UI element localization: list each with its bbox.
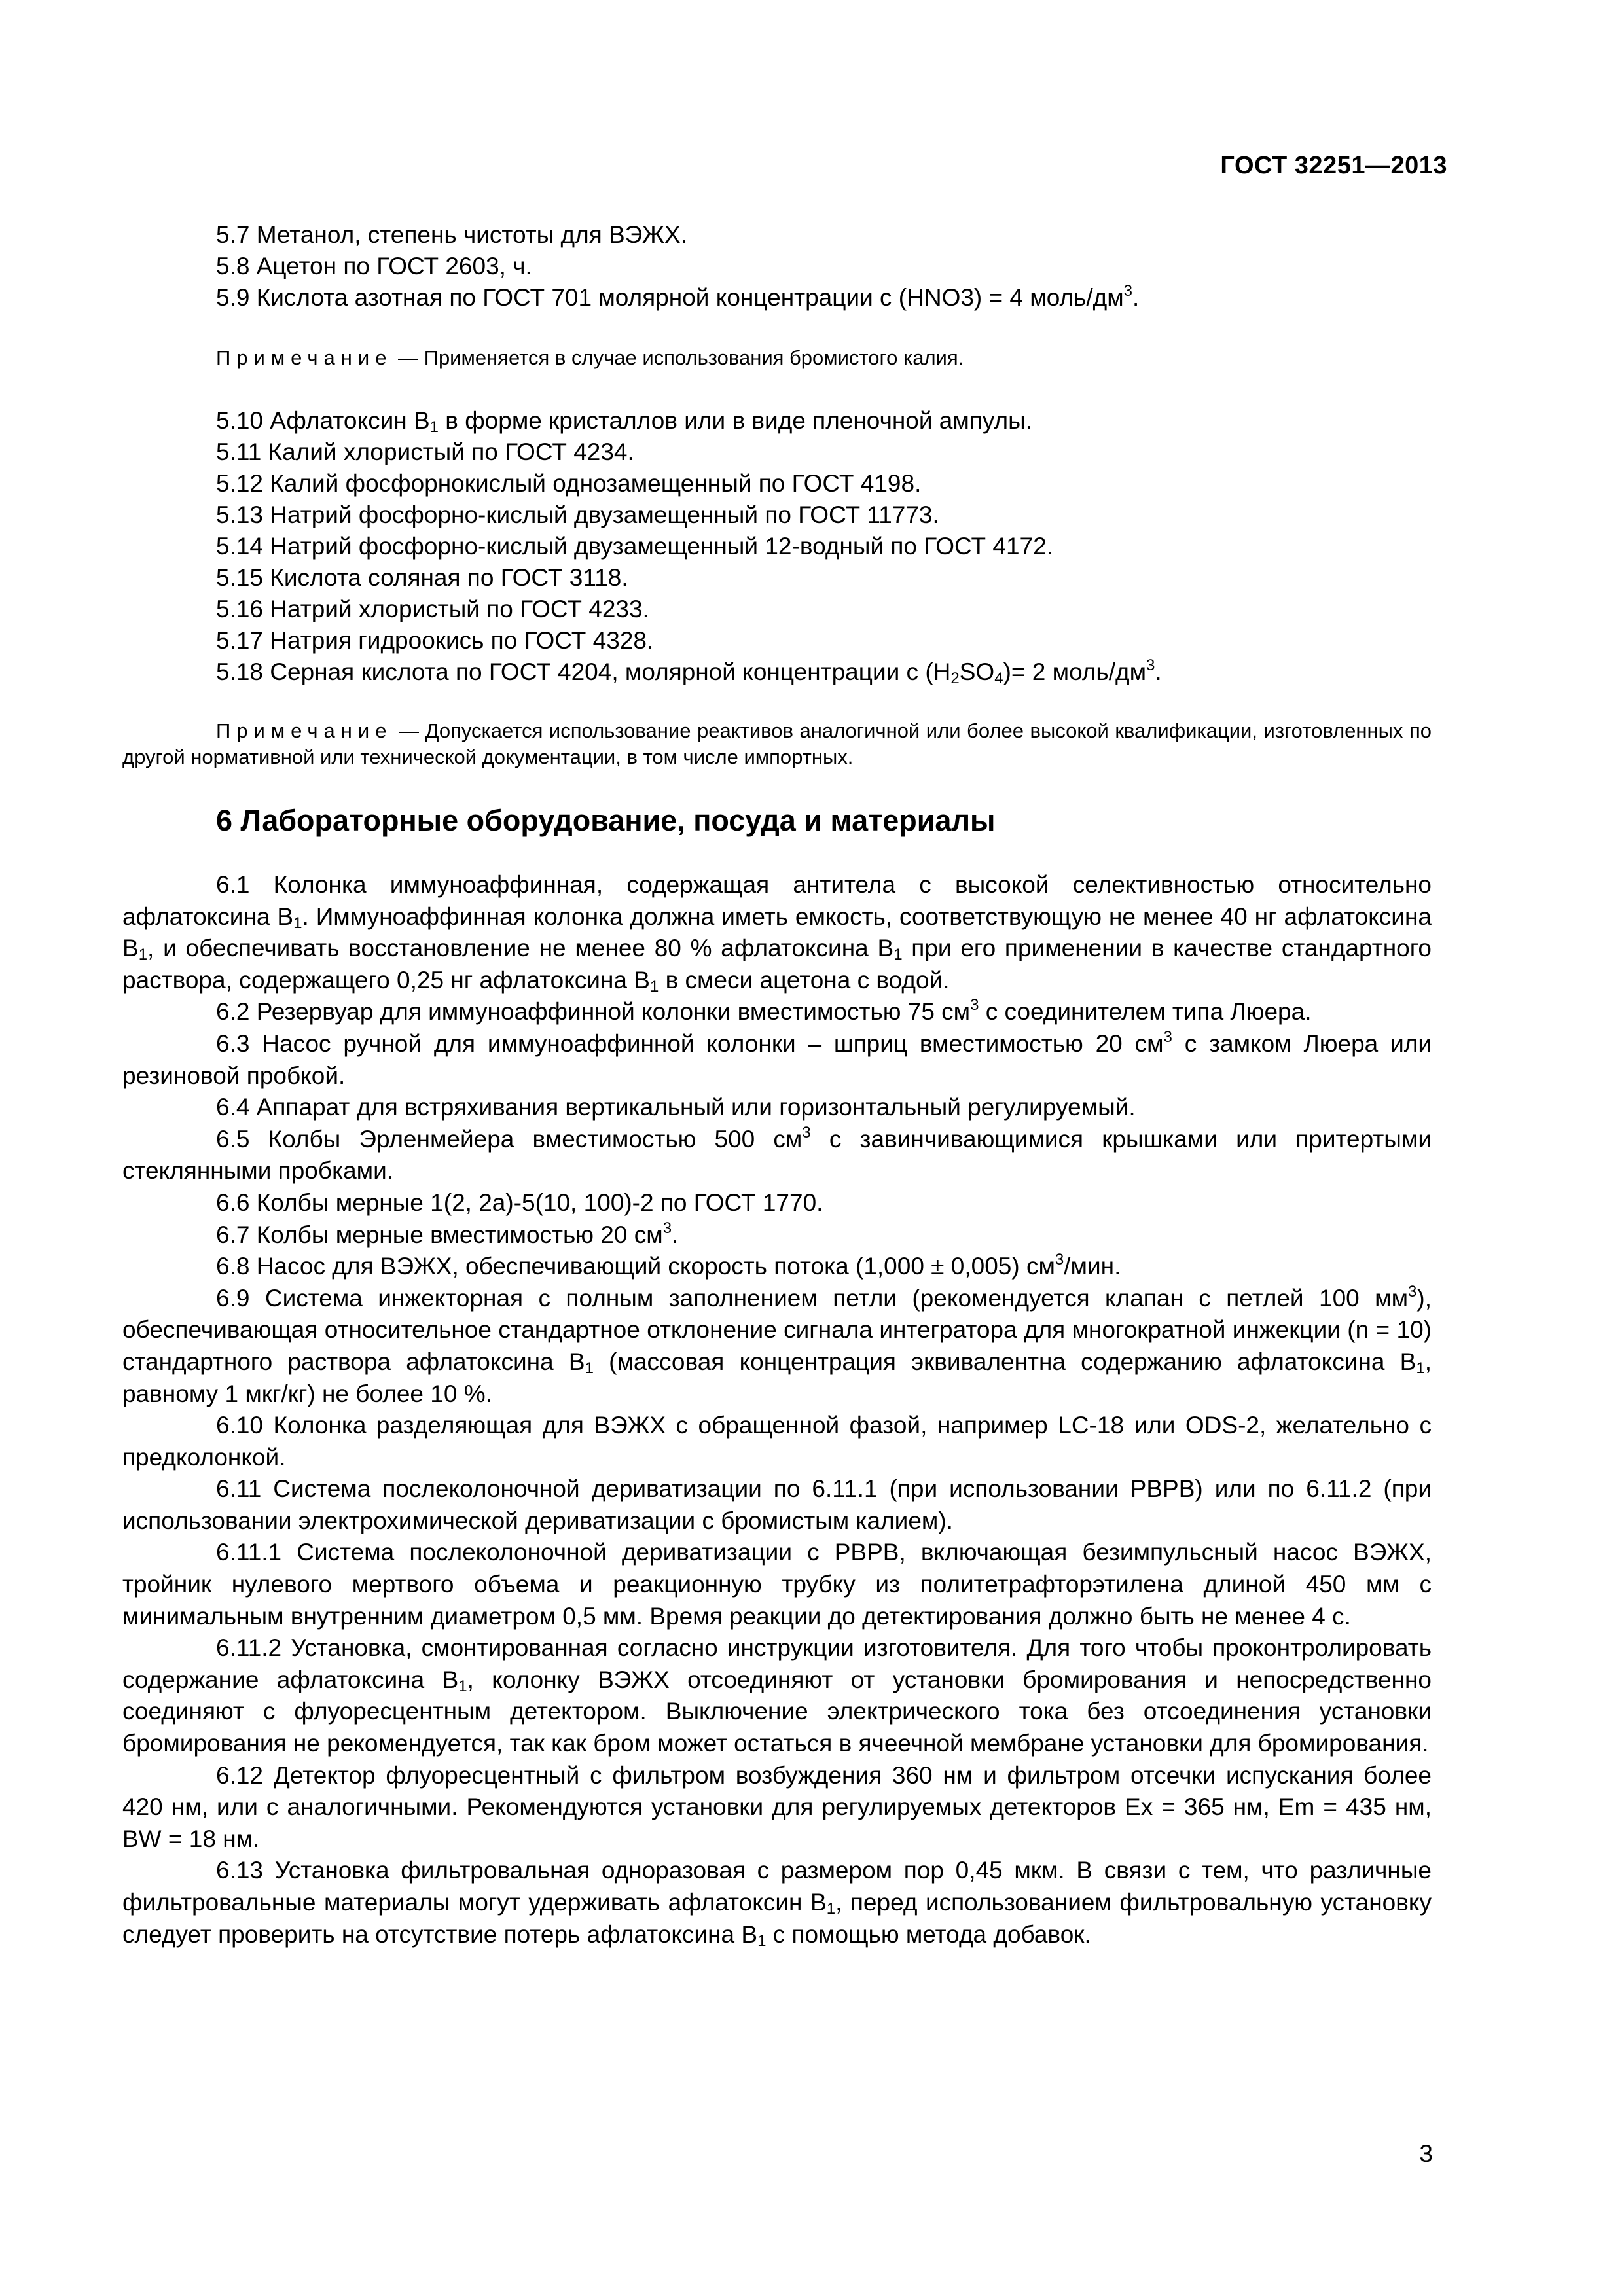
note-label: Примечание bbox=[216, 346, 393, 369]
list-item: 5.13 Натрий фосфорно-кислый двузамещенный по ГОСТ 11773. bbox=[216, 501, 939, 528]
document-code: ГОСТ 32251—2013 bbox=[1220, 152, 1447, 179]
paragraph-6-11: 6.11 Система послеколоночной дериватизации по 6.11.1 (при использовании PBPB) или по 6.11.2 (при использовании электрохимической дериватизации с бромистым калием). bbox=[122, 1475, 1432, 1534]
paragraph-6-11-1: 6.11.1 Система послеколоночной дериватизации с PBPB, включающая безимпульсный насос ВЭЖХ, тройник нулевого мертвого объема и реакционную трубку из политетрафторэтилена длиной 450 мм с минимальным внутренним диаметром 0,5 мм. Время реакции до детектирования должно быть не менее 4 с. bbox=[122, 1539, 1432, 1630]
paragraph-6-5: 6.5 Колбы Эрленмейера вместимостью 500 $см^3$ с завинчивающимися крышками или притертыми стеклянными пробками. bbox=[122, 1123, 1432, 1185]
note-label: Примечание bbox=[216, 719, 393, 742]
list-item: 5.15 Кислота соляная по ГОСТ 3118. bbox=[216, 564, 628, 591]
paragraph-6-3: 6.3 Насос ручной для иммуноаффинной колонки – шприц вместимостью 20 $см^3$ с замком Люера или резиновой пробкой. bbox=[122, 1028, 1432, 1089]
section-6-heading: 6 Лабораторные оборудование, посуда и материалы bbox=[216, 804, 996, 837]
list-item: 5.9 Кислота азотная по ГОСТ 701 молярной концентрации с (HNO3) = 4 моль/$дм^3$. bbox=[216, 282, 1140, 311]
paragraph-6-9: 6.9 Система инжекторная с полным заполнением петли (рекомендуется клапан с петлей 100 $мм^3$), обеспечивающая относительное стандартное отклонение сигнала интегратора для многократной инжекции (n = 10) стандартного раствора афлатоксина $B_1$ (массовая концентрация эквивалентна содержанию афлатоксина $B_1$, равному 1 мкг/кг) не более 10 %. bbox=[122, 1282, 1432, 1407]
list-item: 5.11 Калий хлористый по ГОСТ 4234. bbox=[216, 439, 634, 465]
list-item: 5.16 Натрий хлористый по ГОСТ 4233. bbox=[216, 596, 649, 622]
note-reagent-equivalents: Примечание — Допускается использование реактивов аналогичной или более высокой квалификации, изготовленных по другой нормативной или технической документации, в том числе импортных. bbox=[122, 719, 1432, 768]
list-item: 5.7 Метанол, степень чистоты для ВЭЖХ. bbox=[216, 221, 687, 248]
page-number: 3 bbox=[1419, 2140, 1433, 2167]
list-item: 5.17 Натрия гидроокись по ГОСТ 4328. bbox=[216, 627, 654, 654]
list-item: 5.18 Серная кислота по ГОСТ 4204, молярной концентрации с $(H_2SO_4)= 2$ моль/$дм^3$. bbox=[216, 656, 1162, 687]
section-6-body bbox=[122, 869, 1432, 1950]
paragraph-6-13: 6.13 Установка фильтровальная одноразовая с размером пор 0,45 мкм. В связи с тем, что различные фильтровальные материалы могут удерживать афлатоксин $B_1$, перед использованием фильтровальную установку следует проверить на отсутствие потерь афлатоксина $B_1$ с помощью метода добавок. bbox=[122, 1857, 1432, 1950]
reagent-list-main bbox=[216, 405, 1162, 688]
paragraph-6-6: 6.6 Колбы мерные 1(2, 2а)-5(10, 100)-2 по ГОСТ 1770. bbox=[216, 1189, 823, 1216]
paragraph-6-8: 6.8 Насос для ВЭЖХ, обеспечивающий скорость потока (1,000 ± 0,005) $см^3$/мин. bbox=[216, 1251, 1121, 1280]
paragraph-6-7: 6.7 Колбы мерные вместимостью 20 $см^3$. bbox=[216, 1219, 679, 1248]
paragraph-6-2: 6.2 Резервуар для иммуноаффинной колонки вместимостью 75 $см^3$ с соединителем типа Люера. bbox=[216, 996, 1312, 1026]
reagent-list-top bbox=[216, 219, 1139, 314]
list-item: 5.8 Ацетон по ГОСТ 2603, ч. bbox=[216, 253, 532, 279]
paragraph-6-4: 6.4 Аппарат для встряхивания вертикальный или горизонтальный регулируемый. bbox=[216, 1094, 1136, 1121]
list-item: 5.12 Калий фосфорнокислый однозамещенный по ГОСТ 4198. bbox=[216, 470, 922, 497]
paragraph-6-11-2: 6.11.2 Установка, смонтированная согласно инструкции изготовителя. Для того чтобы проконтролировать содержание афлатоксина $B_1$, колонку ВЭЖХ отсоединяют от установки бромирования и непосредственно соединяют с флуоресцентным детектором. Выключение электрического тока без отсоединения установки бромирования не рекомендуется, так как бром может остаться в ячеечной мембране установки для бромирования. bbox=[122, 1634, 1432, 1757]
note-potassium-bromide: Примечание — Применяется в случае использования бромистого калия. bbox=[216, 346, 964, 369]
paragraph-6-12: 6.12 Детектор флуоресцентный с фильтром возбуждения 360 нм и фильтром отсечки испускания более 420 нм, или с аналогичными. Рекомендуются установки для регулируемых детекторов Ex = 365 нм, Em = 435 нм, BW = 18 нм. bbox=[122, 1761, 1432, 1852]
list-item: 5.10 Афлатоксин $B_1$ в форме кристаллов или в виде пленочной ампулы. bbox=[216, 407, 1033, 436]
paragraph-6-1: 6.1 Колонка иммуноаффинная, содержащая антитела с высокой селективностью относительно афлатоксина $B_1$. Иммуноаффинная колонка должна иметь емкость, соответствующую не менее 40 нг афлатоксина $B_1$, и обеспечивать восстановление не менее 80 % афлатоксина $B_1$ при его применении в качестве стандартного раствора, содержащего 0,25 нг афлатоксина $B_1$ в смеси ацетона с водой. bbox=[122, 871, 1432, 996]
paragraph-6-10: 6.10 Колонка разделяющая для ВЭЖХ с обращенной фазой, например LC-18 или ODS-2, желательно с предколонкой. bbox=[122, 1412, 1432, 1471]
list-item: 5.14 Натрий фосфорно-кислый двузамещенный 12-водный по ГОСТ 4172. bbox=[216, 533, 1053, 560]
